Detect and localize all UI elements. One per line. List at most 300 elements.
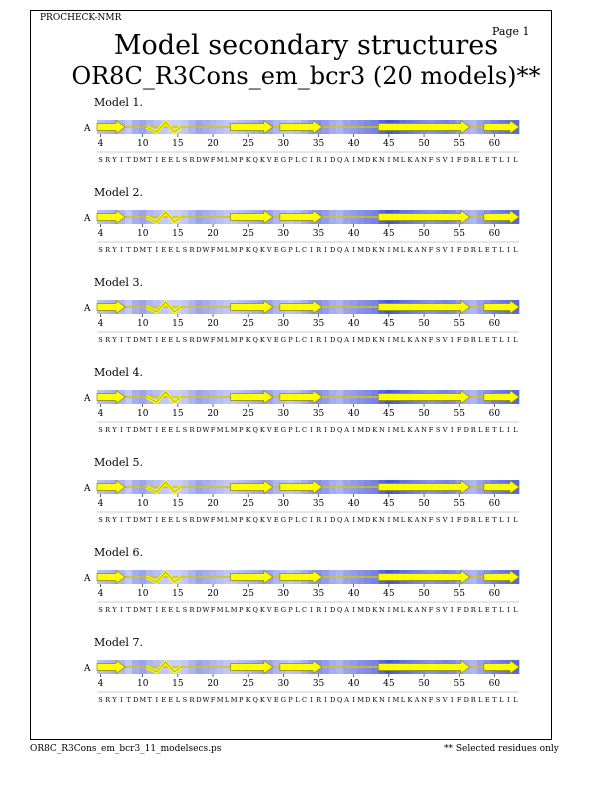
residue-letter: T bbox=[147, 696, 152, 704]
tick-label: 55 bbox=[453, 319, 465, 329]
residue-letter: E bbox=[273, 516, 279, 524]
residue-letter: I bbox=[507, 606, 510, 614]
residue-letter: N bbox=[378, 426, 385, 434]
residue-letter: E bbox=[484, 426, 490, 434]
residue-letter: P bbox=[238, 696, 244, 704]
residue-letter: R bbox=[189, 696, 195, 704]
residue-letter: G bbox=[280, 246, 287, 254]
tick-label: 45 bbox=[383, 139, 395, 149]
model-label: Model 3. bbox=[94, 276, 143, 289]
tick-label: 40 bbox=[347, 589, 360, 599]
residue-letter: E bbox=[273, 426, 279, 434]
tick-label: 4 bbox=[97, 319, 104, 329]
tick-label: 55 bbox=[453, 679, 465, 689]
residue-letter: K bbox=[372, 516, 378, 524]
residue-letter: N bbox=[378, 516, 385, 524]
tick-label: 15 bbox=[172, 679, 184, 689]
residue-letter: S bbox=[98, 336, 103, 344]
tick-label: 25 bbox=[242, 319, 254, 329]
residue-letter: A bbox=[414, 156, 420, 164]
tick-label: 60 bbox=[488, 319, 501, 329]
residue-letter: M bbox=[357, 336, 365, 344]
tick-label: 30 bbox=[277, 679, 290, 689]
residue-letter: T bbox=[147, 336, 152, 344]
residue-letter: I bbox=[387, 246, 391, 254]
residue-letter: I bbox=[155, 336, 159, 344]
tick-label: 25 bbox=[242, 499, 254, 509]
residue-letter: M bbox=[230, 696, 238, 704]
residue-letter: E bbox=[168, 696, 174, 704]
residue-letter: Y bbox=[112, 606, 117, 614]
residue-letter: D bbox=[196, 336, 202, 344]
residue-letter: K bbox=[407, 426, 413, 434]
model-label: Model 1. bbox=[94, 96, 143, 109]
residue-letter: G bbox=[280, 606, 287, 614]
residue-letter: E bbox=[273, 606, 279, 614]
residue-letter: S bbox=[435, 426, 441, 434]
residue-letter: R bbox=[189, 246, 195, 254]
residue-letter: K bbox=[259, 246, 265, 254]
residue-letter: W bbox=[202, 246, 210, 254]
tick-label: 40 bbox=[347, 139, 360, 149]
residue-letter: A bbox=[344, 426, 350, 434]
tick-label: 50 bbox=[418, 139, 430, 149]
residue-letter: D bbox=[365, 156, 371, 164]
residue-letter: R bbox=[316, 246, 322, 254]
residue-letter: M bbox=[357, 156, 365, 164]
residue-letter: L bbox=[175, 606, 181, 614]
residue-letter: Q bbox=[336, 336, 343, 344]
residue-letter: L bbox=[513, 516, 518, 524]
residue-letter: I bbox=[120, 336, 123, 344]
residue-letter: M bbox=[139, 156, 147, 164]
residue-letter: I bbox=[120, 696, 123, 704]
residue-letter: I bbox=[310, 336, 313, 344]
residue-letter: R bbox=[189, 516, 195, 524]
residue-letter: Y bbox=[112, 696, 117, 704]
residue-letter: S bbox=[182, 336, 188, 344]
residue-letter: D bbox=[196, 156, 202, 164]
residue-letter: I bbox=[387, 426, 391, 434]
residue-letter: N bbox=[421, 606, 427, 614]
residue-letter: N bbox=[421, 336, 427, 344]
residue-letter: E bbox=[168, 606, 174, 614]
residue-letter: F bbox=[428, 156, 434, 164]
residue-letter: R bbox=[316, 156, 322, 164]
residue-letter: Q bbox=[336, 156, 343, 164]
residue-letter: M bbox=[139, 606, 147, 614]
tick-label: 30 bbox=[277, 319, 290, 329]
residue-letter: S bbox=[182, 516, 188, 524]
residue-letter: D bbox=[196, 696, 202, 704]
residue-letter: P bbox=[288, 606, 293, 614]
residue-letter: W bbox=[202, 156, 210, 164]
model-panel bbox=[83, 546, 519, 614]
tick-label: 50 bbox=[418, 319, 430, 329]
residue-letter: E bbox=[168, 426, 174, 434]
tick-label: 55 bbox=[453, 409, 465, 419]
tick-label: 20 bbox=[207, 229, 219, 239]
residue-letter: E bbox=[273, 336, 279, 344]
tick-label: 30 bbox=[277, 229, 290, 239]
residue-letter: I bbox=[450, 426, 454, 434]
model-panel bbox=[83, 636, 519, 704]
residue-letter: A bbox=[344, 516, 350, 524]
residue-letter: M bbox=[357, 246, 365, 254]
chain-label: A bbox=[84, 664, 91, 674]
residue-letter: K bbox=[245, 426, 251, 434]
residue-letter: Q bbox=[336, 516, 343, 524]
tick-label: 60 bbox=[488, 229, 501, 239]
tick-label: 25 bbox=[242, 589, 254, 599]
residue-letter: I bbox=[352, 696, 356, 704]
residue-letter: I bbox=[155, 516, 159, 524]
residue-letter: M bbox=[392, 606, 400, 614]
residue-letter: R bbox=[470, 696, 476, 704]
residue-letter: E bbox=[484, 336, 490, 344]
tick-label: 45 bbox=[383, 589, 395, 599]
tick-label: 4 bbox=[97, 589, 104, 599]
residue-letter: M bbox=[230, 606, 238, 614]
residue-letter: K bbox=[245, 696, 251, 704]
residue-letter: C bbox=[301, 156, 308, 164]
residue-letter: A bbox=[414, 246, 420, 254]
residue-letter: L bbox=[295, 696, 300, 704]
residue-letter: V bbox=[442, 246, 448, 254]
residue-letter: D bbox=[329, 606, 336, 614]
residue-letter: L bbox=[295, 516, 300, 524]
residue-letter: P bbox=[238, 606, 244, 614]
residue-letter: T bbox=[147, 516, 152, 524]
residue-letter: M bbox=[392, 516, 400, 524]
residue-letter: V bbox=[442, 696, 448, 704]
tick-label: 20 bbox=[207, 589, 219, 599]
residue-letter: I bbox=[507, 516, 510, 524]
residue-letter: I bbox=[310, 516, 313, 524]
tick-label: 60 bbox=[488, 139, 501, 149]
residue-letter: R bbox=[316, 516, 322, 524]
residue-letter: I bbox=[155, 606, 159, 614]
residue-letter: V bbox=[442, 426, 448, 434]
residue-letter: T bbox=[492, 696, 497, 704]
residue-letter: I bbox=[155, 156, 159, 164]
residue-letter: L bbox=[175, 336, 181, 344]
residue-letter: I bbox=[324, 516, 327, 524]
residue-letter: K bbox=[259, 516, 265, 524]
residue-letter: T bbox=[492, 336, 497, 344]
residue-letter: S bbox=[182, 246, 188, 254]
chain-label: A bbox=[84, 124, 91, 134]
residue-letter: F bbox=[456, 156, 462, 164]
tick-label: 60 bbox=[488, 679, 501, 689]
chain-label: A bbox=[84, 574, 91, 584]
residue-letter: Y bbox=[112, 426, 117, 434]
residue-letter: E bbox=[161, 516, 167, 524]
residue-letter: K bbox=[245, 156, 251, 164]
residue-letter: I bbox=[324, 336, 327, 344]
residue-letter: S bbox=[182, 156, 188, 164]
residue-letter: L bbox=[478, 336, 483, 344]
residue-letter: K bbox=[372, 336, 378, 344]
residue-letter: E bbox=[168, 156, 174, 164]
residue-letter: N bbox=[421, 246, 427, 254]
tick-label: 20 bbox=[207, 679, 219, 689]
residue-letter: I bbox=[155, 426, 159, 434]
residue-letter: M bbox=[139, 246, 147, 254]
page-title: Model secondary structures bbox=[113, 30, 499, 61]
residue-letter: R bbox=[105, 696, 111, 704]
tick-label: 20 bbox=[207, 499, 219, 509]
residue-letter: A bbox=[414, 336, 420, 344]
residue-letter: P bbox=[288, 426, 293, 434]
tick-label: 20 bbox=[207, 319, 219, 329]
model-panel bbox=[83, 186, 519, 254]
residue-letter: L bbox=[295, 426, 300, 434]
residue-letter: N bbox=[378, 156, 385, 164]
residue-letter: T bbox=[126, 156, 131, 164]
tick-label: 40 bbox=[347, 229, 360, 239]
residue-letter: I bbox=[450, 696, 454, 704]
tick-label: 10 bbox=[136, 139, 149, 149]
sequence-letters bbox=[98, 696, 518, 704]
residue-letter: M bbox=[216, 426, 224, 434]
residue-letter: I bbox=[507, 246, 510, 254]
residue-letter: I bbox=[450, 336, 454, 344]
residue-letter: D bbox=[329, 156, 336, 164]
residue-letter: C bbox=[301, 516, 308, 524]
residue-letter: A bbox=[344, 336, 350, 344]
residue-letter: F bbox=[210, 606, 216, 614]
residue-letter: L bbox=[499, 156, 504, 164]
tick-label: 4 bbox=[97, 229, 104, 239]
residue-letter: K bbox=[407, 336, 413, 344]
residue-letter: T bbox=[126, 426, 131, 434]
residue-letter: K bbox=[259, 336, 265, 344]
residue-letter: D bbox=[463, 696, 469, 704]
residue-letter: P bbox=[238, 336, 244, 344]
residue-letter: D bbox=[329, 696, 336, 704]
tick-label: 45 bbox=[383, 409, 395, 419]
residue-letter: L bbox=[400, 336, 406, 344]
residue-letter: D bbox=[196, 426, 202, 434]
residue-letter: I bbox=[120, 516, 123, 524]
residue-letter: S bbox=[435, 516, 441, 524]
residue-letter: L bbox=[224, 426, 230, 434]
residue-letter: I bbox=[387, 336, 391, 344]
residue-letter: D bbox=[133, 516, 139, 524]
residue-letter: K bbox=[245, 336, 251, 344]
residue-letter: P bbox=[288, 156, 293, 164]
residue-letter: I bbox=[155, 696, 159, 704]
residue-letter: F bbox=[210, 516, 216, 524]
residue-letter: L bbox=[175, 516, 181, 524]
residue-letter: E bbox=[273, 156, 279, 164]
residue-letter: N bbox=[421, 696, 427, 704]
tick-label: 30 bbox=[277, 139, 290, 149]
residue-letter: L bbox=[224, 516, 230, 524]
residue-letter: M bbox=[392, 246, 400, 254]
residue-letter: L bbox=[513, 696, 518, 704]
tick-label: 4 bbox=[97, 499, 104, 509]
tick-label: 10 bbox=[136, 319, 149, 329]
residue-letter: N bbox=[421, 426, 427, 434]
residue-letter: T bbox=[147, 606, 152, 614]
residue-letter: T bbox=[492, 246, 497, 254]
residue-letter: I bbox=[120, 426, 123, 434]
residue-letter: E bbox=[484, 516, 490, 524]
residue-letter: V bbox=[266, 156, 272, 164]
residue-letter: D bbox=[196, 246, 202, 254]
residue-letter: S bbox=[435, 336, 441, 344]
residue-letter: L bbox=[478, 696, 483, 704]
residue-letter: D bbox=[463, 606, 469, 614]
residue-letter: L bbox=[499, 336, 504, 344]
residue-letter: K bbox=[372, 696, 378, 704]
residue-letter: I bbox=[450, 606, 454, 614]
residue-letter: F bbox=[428, 426, 434, 434]
residue-letter: P bbox=[238, 516, 244, 524]
residue-letter: A bbox=[344, 156, 350, 164]
residue-letter: A bbox=[414, 696, 420, 704]
residue-letter: K bbox=[372, 246, 378, 254]
residue-letter: T bbox=[147, 426, 152, 434]
residue-letter: R bbox=[105, 516, 111, 524]
residue-letter: W bbox=[202, 606, 210, 614]
tick-label: 50 bbox=[418, 229, 430, 239]
residue-letter: L bbox=[513, 426, 518, 434]
tick-label: 45 bbox=[383, 679, 395, 689]
sequence-letters bbox=[98, 426, 518, 434]
tick-label: 10 bbox=[136, 589, 149, 599]
residue-letter: I bbox=[352, 516, 356, 524]
residue-letter: S bbox=[98, 156, 103, 164]
residue-letter: E bbox=[273, 246, 279, 254]
residue-letter: R bbox=[470, 156, 476, 164]
residue-letter: K bbox=[372, 606, 378, 614]
tick-label: 45 bbox=[383, 229, 395, 239]
residue-letter: F bbox=[210, 246, 216, 254]
residue-letter: Q bbox=[252, 606, 258, 614]
tick-label: 55 bbox=[453, 499, 465, 509]
residue-letter: R bbox=[316, 606, 322, 614]
residue-letter: C bbox=[301, 696, 308, 704]
residue-letter: G bbox=[280, 156, 287, 164]
residue-letter: L bbox=[175, 156, 181, 164]
residue-letter: E bbox=[273, 696, 279, 704]
residue-letter: M bbox=[139, 516, 147, 524]
residue-letter: F bbox=[456, 606, 462, 614]
residue-letter: F bbox=[456, 516, 462, 524]
tick-label: 55 bbox=[453, 589, 465, 599]
residue-letter: I bbox=[324, 156, 327, 164]
residue-letter: I bbox=[310, 246, 313, 254]
residue-letter: K bbox=[245, 516, 251, 524]
residue-letter: L bbox=[400, 516, 406, 524]
residue-letter: Q bbox=[336, 606, 343, 614]
residue-letter: M bbox=[216, 246, 224, 254]
residue-letter: E bbox=[168, 246, 174, 254]
residue-letter: Q bbox=[336, 246, 343, 254]
residue-letter: S bbox=[435, 156, 441, 164]
residue-letter: I bbox=[387, 606, 391, 614]
residue-letter: K bbox=[259, 426, 265, 434]
residue-letter: P bbox=[288, 516, 293, 524]
residue-letter: D bbox=[365, 426, 371, 434]
tick-label: 55 bbox=[453, 229, 465, 239]
residue-letter: M bbox=[216, 336, 224, 344]
residue-letter: W bbox=[202, 336, 210, 344]
residue-letter: K bbox=[259, 696, 265, 704]
residue-letter: F bbox=[456, 696, 462, 704]
tick-label: 40 bbox=[347, 499, 360, 509]
residue-letter: S bbox=[182, 426, 188, 434]
sequence-letters bbox=[98, 336, 518, 344]
residue-letter: F bbox=[428, 246, 434, 254]
residue-letter: V bbox=[442, 156, 448, 164]
tick-label: 10 bbox=[136, 679, 149, 689]
tick-label: 55 bbox=[453, 139, 465, 149]
residue-letter: M bbox=[216, 696, 224, 704]
residue-letter: L bbox=[478, 606, 483, 614]
residue-letter: L bbox=[224, 156, 230, 164]
residue-letter: I bbox=[387, 516, 391, 524]
tick-label: 50 bbox=[418, 589, 430, 599]
residue-letter: K bbox=[245, 246, 251, 254]
residue-letter: S bbox=[98, 606, 103, 614]
residue-letter: L bbox=[513, 336, 518, 344]
tick-label: 50 bbox=[418, 499, 430, 509]
residue-letter: R bbox=[105, 336, 111, 344]
residue-letter: L bbox=[499, 426, 504, 434]
residue-letter: E bbox=[161, 606, 167, 614]
residue-letter: R bbox=[470, 246, 476, 254]
residue-letter: L bbox=[513, 156, 518, 164]
residue-letter: L bbox=[513, 246, 518, 254]
residue-letter: A bbox=[414, 516, 420, 524]
sequence-letters bbox=[98, 606, 518, 614]
residue-letter: Y bbox=[112, 246, 117, 254]
tick-label: 10 bbox=[136, 409, 149, 419]
residue-letter: D bbox=[133, 426, 139, 434]
residue-letter: V bbox=[266, 606, 272, 614]
residue-letter: L bbox=[513, 606, 518, 614]
residue-letter: I bbox=[352, 606, 356, 614]
residue-letter: T bbox=[492, 156, 497, 164]
residue-letter: T bbox=[147, 246, 152, 254]
residue-letter: W bbox=[202, 696, 210, 704]
residue-letter: L bbox=[499, 246, 504, 254]
tick-label: 30 bbox=[277, 499, 290, 509]
residue-letter: F bbox=[428, 606, 434, 614]
residue-letter: V bbox=[266, 336, 272, 344]
model-label: Model 7. bbox=[94, 636, 143, 649]
residue-letter: R bbox=[189, 606, 195, 614]
residue-letter: I bbox=[507, 696, 510, 704]
chain-label: A bbox=[84, 394, 91, 404]
model-label: Model 2. bbox=[94, 186, 143, 199]
chain-label: A bbox=[84, 214, 91, 224]
residue-letter: L bbox=[224, 336, 230, 344]
residue-letter: M bbox=[392, 696, 400, 704]
residue-letter: I bbox=[155, 246, 159, 254]
residue-letter: I bbox=[120, 246, 123, 254]
residue-letter: Y bbox=[112, 516, 117, 524]
model-panel bbox=[83, 96, 519, 164]
residue-letter: L bbox=[295, 606, 300, 614]
residue-letter: D bbox=[463, 156, 469, 164]
residue-letter: A bbox=[344, 696, 350, 704]
model-panel bbox=[83, 456, 519, 524]
